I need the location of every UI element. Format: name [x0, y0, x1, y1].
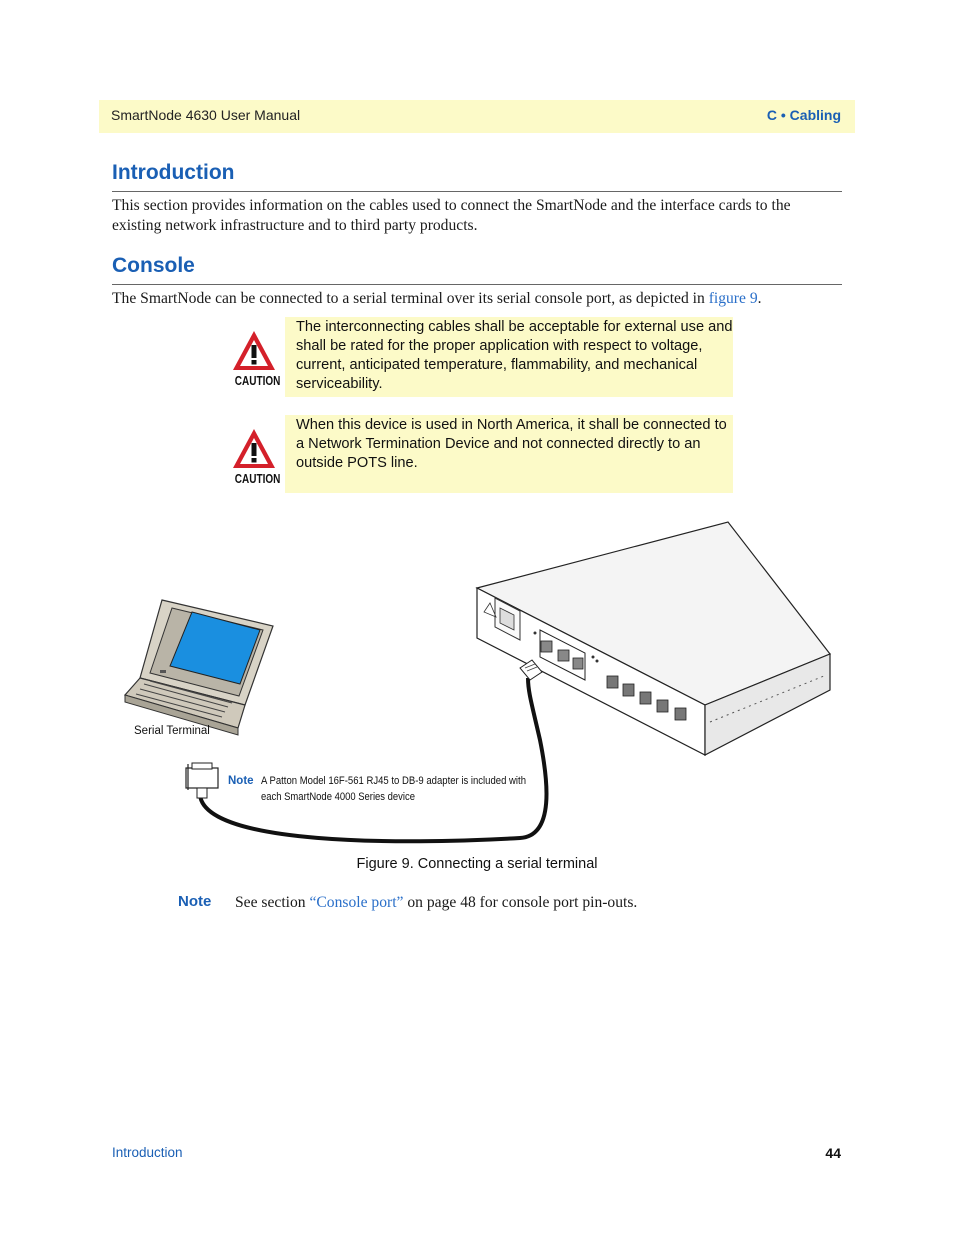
console-port-link[interactable]: “Console port” — [309, 894, 404, 911]
introduction-rule — [112, 191, 842, 192]
console-paragraph-text: The SmartNode can be connected to a serial terminal over its serial console port, as depicted in — [112, 290, 709, 307]
running-header — [99, 100, 855, 133]
manual-title: SmartNode 4630 User Manual — [111, 107, 301, 123]
laptop-illustration — [125, 600, 273, 735]
figure-9-link[interactable]: figure 9 — [708, 290, 758, 307]
footer-section-link[interactable]: Introduction — [112, 1145, 183, 1160]
caution-box — [285, 317, 733, 397]
introduction-paragraph: This section provides information on the cables used to connect the SmartNode and the interface cards to the existing network infrastructure and to third party products. — [112, 197, 791, 234]
console-heading: Console — [112, 254, 195, 277]
introduction-heading: Introduction — [112, 161, 235, 184]
caution-text: When this device is used in North America, it shall be connected to a Network Termination Device and not connected directly to an outside POTS line. — [296, 417, 727, 471]
caution-icon — [230, 426, 278, 472]
caution-box — [285, 415, 733, 493]
chapter-title: C • Cabling — [766, 107, 841, 123]
page-number: 44 — [825, 1145, 841, 1161]
smartnode-device-illustration — [477, 522, 830, 755]
db9-adapter-illustration — [186, 763, 218, 798]
figure-note-line-2: each SmartNode 4000 Series device — [261, 791, 415, 803]
console-cable — [200, 678, 547, 841]
serial-terminal-label: Serial Terminal — [134, 725, 210, 737]
caution-label: CAUTION — [234, 472, 281, 486]
figure-9 — [100, 500, 860, 860]
figure-note-line-1: A Patton Model 16F-561 RJ45 to DB-9 adapter is included with — [261, 775, 526, 787]
connection-diagram — [100, 500, 860, 860]
note-text-start: See section — [235, 894, 310, 911]
note-text — [235, 894, 835, 912]
console-paragraph — [112, 289, 842, 309]
caution-icon — [230, 328, 278, 374]
figure-note-label: Note — [228, 775, 254, 787]
console-paragraph-end: . — [757, 290, 762, 307]
note-label: Note — [178, 893, 212, 910]
caution-label: CAUTION — [234, 374, 281, 388]
figure-caption: Figure 9. Connecting a serial terminal — [356, 856, 598, 872]
console-rule — [112, 284, 842, 285]
note-text-end: on page 48 for console port pin-outs. — [403, 894, 638, 911]
caution-text: The interconnecting cables shall be acceptable for external use and shall be rated for the proper application with respect to voltage, current, anticipated temperature, flammability, and mechanical serviceability. — [296, 319, 733, 392]
